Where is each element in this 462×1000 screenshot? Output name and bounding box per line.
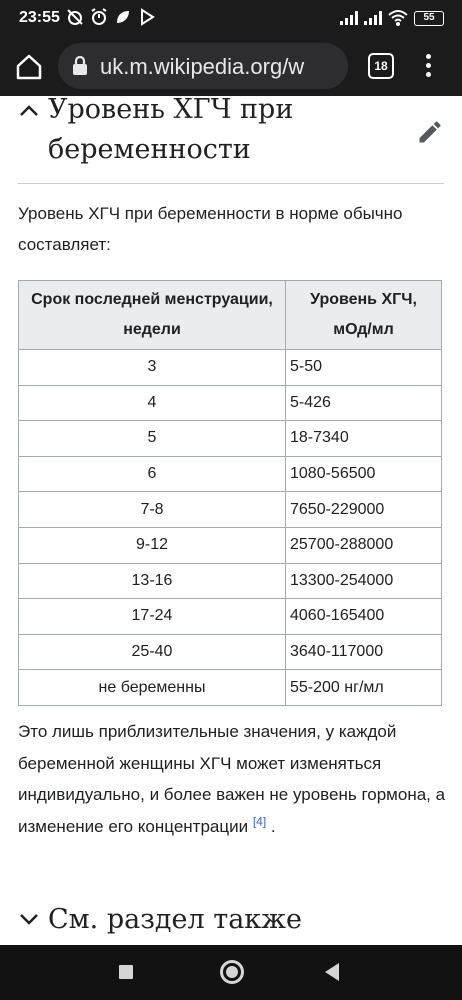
cell-level: 3640-117000 <box>286 634 442 670</box>
table-row <box>19 670 442 706</box>
lock-icon[interactable] <box>70 55 90 77</box>
cell-term: 7-8 <box>19 492 286 528</box>
note-end: . <box>266 816 276 836</box>
chevron-down-icon[interactable] <box>18 908 40 930</box>
browser-toolbar <box>0 38 462 96</box>
cell-term: 13-16 <box>19 563 286 599</box>
table-row <box>19 634 442 670</box>
tab-switcher-button[interactable]: 18 <box>368 53 394 79</box>
recents-icon[interactable] <box>119 965 133 979</box>
home-circle-icon[interactable] <box>220 960 244 984</box>
section-title[interactable]: Уровень ХГЧ при беременности <box>48 96 294 165</box>
table-row <box>19 492 442 528</box>
table-row <box>19 421 442 457</box>
url-text[interactable]: uk.m.wikipedia.org/w <box>100 54 305 79</box>
table-row <box>19 563 442 599</box>
signal-2-icon <box>364 11 382 25</box>
section-divider <box>18 183 444 184</box>
table-row <box>19 527 442 563</box>
next-section-title[interactable]: См. раздел также <box>48 904 302 935</box>
cell-level: 1080-56500 <box>286 456 442 492</box>
status-time: 23:55 <box>19 9 60 26</box>
status-bar <box>0 0 462 38</box>
cell-level: 4060-165400 <box>286 599 442 635</box>
column-header-term: Срок последней менструации, недели <box>19 281 286 350</box>
table-row <box>19 350 442 386</box>
note-paragraph <box>18 716 448 842</box>
chevron-up-icon[interactable] <box>18 100 40 122</box>
status-right <box>340 9 444 27</box>
table-row <box>19 385 442 421</box>
table-row <box>19 599 442 635</box>
cell-term: 9-12 <box>19 527 286 563</box>
cell-term: не беременны <box>19 670 286 706</box>
back-arrow-icon[interactable] <box>325 963 339 981</box>
cell-level: 5-50 <box>286 350 442 386</box>
cell-level: 5-426 <box>286 385 442 421</box>
overflow-menu-icon[interactable] <box>422 54 434 80</box>
cell-level: 13300-254000 <box>286 563 442 599</box>
cell-term: 3 <box>19 350 286 386</box>
leaf-app-icon <box>114 8 132 26</box>
cell-term: 6 <box>19 456 286 492</box>
home-icon[interactable] <box>14 52 44 82</box>
address-bar[interactable] <box>58 43 348 89</box>
play-store-icon <box>138 8 156 26</box>
cell-level: 7650-229000 <box>286 492 442 528</box>
hcg-table <box>18 280 442 706</box>
note-text: Это лишь приблизительные значения, у каждой беременной женщины ХГЧ может изменяться индивидуально, и более важен не уровень гормона, а изменение его концентрации <box>18 722 446 836</box>
cell-level: 55-200 нг/мл <box>286 670 442 706</box>
cell-level: 18-7340 <box>286 421 442 457</box>
battery-icon: 55 <box>414 11 444 26</box>
intro-paragraph: Уровень ХГЧ при беременности в норме обычно составляет: <box>18 204 403 254</box>
edit-pencil-icon[interactable] <box>416 118 444 146</box>
cell-term: 17-24 <box>19 599 286 635</box>
cell-term: 5 <box>19 421 286 457</box>
table-row <box>19 456 442 492</box>
signal-icon <box>340 11 358 25</box>
column-header-level: Уровень ХГЧ, мОд/мл <box>286 281 442 350</box>
wifi-icon <box>388 9 408 27</box>
system-nav-bar <box>0 945 462 1000</box>
notification-icons <box>66 8 156 26</box>
alarm-icon <box>90 8 108 26</box>
cell-term: 4 <box>19 385 286 421</box>
article-content <box>0 96 462 970</box>
table-header-row <box>19 281 442 350</box>
cell-term: 25-40 <box>19 634 286 670</box>
cell-level: 25700-288000 <box>286 527 442 563</box>
reference-link[interactable]: [4] <box>252 813 267 828</box>
muted-alarm-icon <box>66 8 84 26</box>
